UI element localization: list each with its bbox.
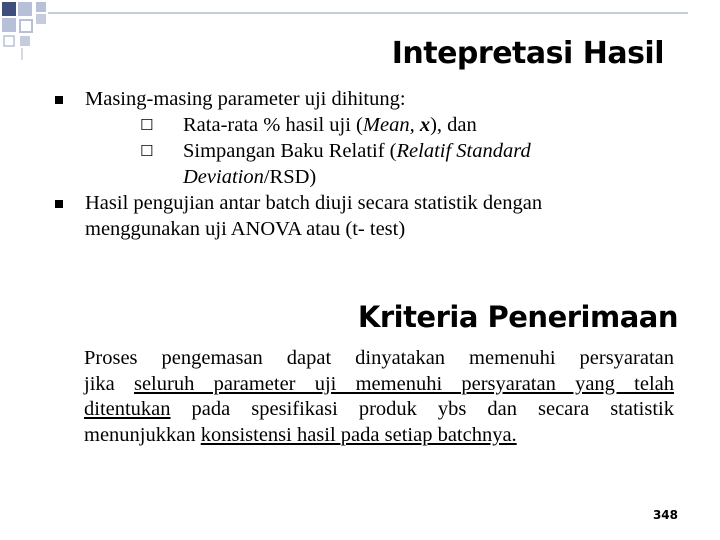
page-number: 348 [652,508,678,522]
hollow-square-bullet-icon: ☐ [140,116,154,134]
sub-list-item: ☐ Simpangan Baku Relatif (Relatif Standard Deviation/RSD) [140,140,531,188]
criteria-paragraph: Proses pengemasan dapat dinyatakan memenuhi persyaratan jika seluruh parameter uji memenuhi persyaratan yang telah ditentukan pada spesifikasi produk ybs dan secara statistik menunjukkan konsistensi hasil pada setiap batchnya. [84,347,675,446]
bullet-text: Masing-masing parameter uji dihitung: [85,88,406,110]
hollow-square-bullet-icon: ☐ [140,142,154,160]
page-title: Intepretasi Hasil [391,36,664,71]
sub-list-item: ☐ Rata-rata % hasil uji (Mean, x), dan [140,114,477,136]
square-bullet-icon [55,96,63,104]
list-item [55,86,675,112]
list-item: Hasil pengujian antar batch diuji secara statistik dengan menggunakan uji ANOVA atau (t- test) [55,190,675,242]
bullet-list [55,86,675,242]
section-title: Kriteria Penerimaan [357,300,678,334]
square-bullet-icon [55,200,63,208]
